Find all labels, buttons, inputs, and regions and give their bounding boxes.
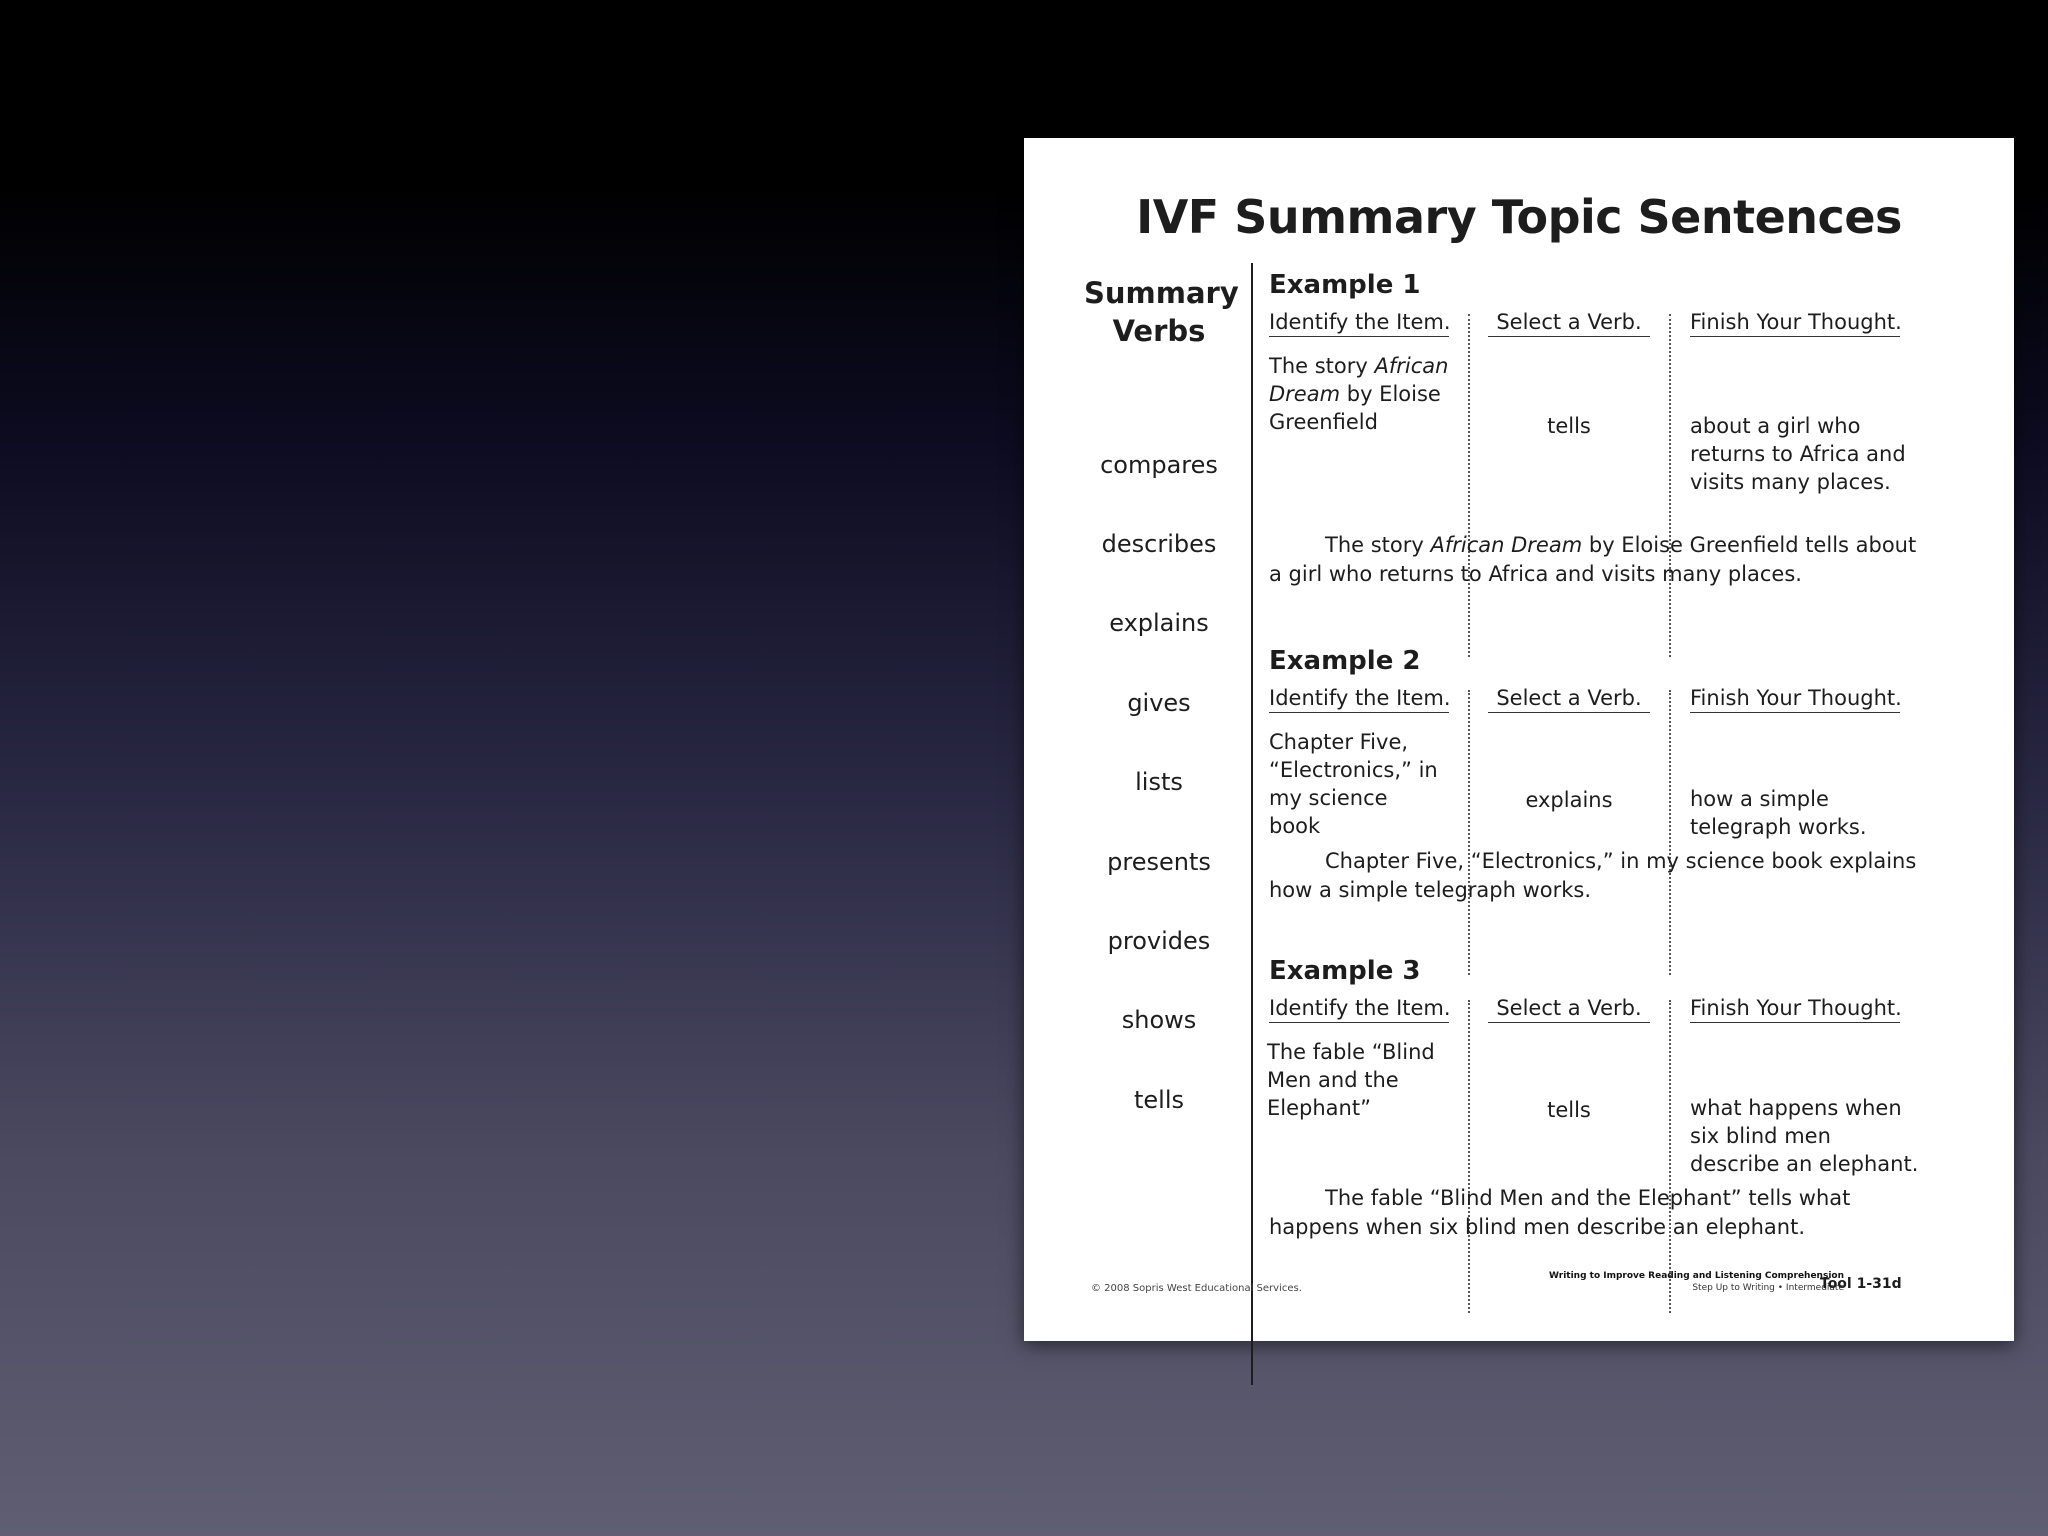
example-1-header-verb: Select a Verb. <box>1488 310 1650 337</box>
verb-provides: provides <box>1107 927 1211 955</box>
example-2-header-verb: Select a Verb. <box>1488 686 1650 713</box>
example-1-summary-suffix: by Eloise Greenfield tells about a girl who returns to Africa and visits many places. <box>1269 533 1917 586</box>
example-1-dotted-divider-2 <box>1669 314 1671 657</box>
verb-shows: shows <box>1121 1006 1197 1034</box>
example-1-item-suffix: by Eloise Greenfield <box>1269 382 1441 434</box>
summary-verbs-heading-line1: Summary <box>1084 276 1239 310</box>
example-2-header-thought: Finish Your Thought. <box>1690 686 1900 713</box>
example-3-verb: tells <box>1547 1098 1591 1122</box>
document-page <box>1024 138 2014 1341</box>
example-2-header-item: Identify the Item. <box>1269 686 1449 713</box>
example-3-item: The fable “Blind Men and the Elephant” <box>1267 1040 1435 1120</box>
example-3-dotted-divider-1 <box>1468 1000 1470 1313</box>
verb-gives: gives <box>1127 689 1191 717</box>
example-2-summary: Chapter Five, “Electronics,” in my science book explains how a simple telegraph works. <box>1269 849 1917 902</box>
example-3-header-item: Identify the Item. <box>1269 996 1449 1023</box>
example-1-item <box>1269 352 1459 436</box>
verb-tells: tells <box>1133 1086 1184 1114</box>
example-3-thought: what happens when six blind men describe an elephant. <box>1690 1096 1919 1176</box>
example-2-dotted-divider-1 <box>1468 690 1470 975</box>
example-2-verb: explains <box>1525 788 1613 812</box>
footer-series: Step Up to Writing • Intermediate <box>1692 1283 1844 1293</box>
example-1-header-item: Identify the Item. <box>1269 310 1449 337</box>
example-2-dotted-divider-2 <box>1669 690 1671 975</box>
example-1-item-prefix: The story <box>1269 354 1375 378</box>
example-1-dotted-divider-1 <box>1468 314 1470 657</box>
example-2-thought: how a simple telegraph works. <box>1690 787 1867 839</box>
example-3-header-verb: Select a Verb. <box>1488 996 1650 1023</box>
page-title: IVF Summary Topic Sentences <box>1136 190 1902 244</box>
verb-describes: describes <box>1101 530 1217 558</box>
footer-book-info <box>1544 1270 1844 1294</box>
summary-verbs-heading <box>1084 274 1239 350</box>
summary-verbs-heading-line2: Verbs <box>1112 314 1206 348</box>
verb-lists: lists <box>1135 768 1183 796</box>
example-1-header-thought: Finish Your Thought. <box>1690 310 1900 337</box>
example-3-title: Example 3 <box>1269 956 1421 986</box>
footer-tool-id: Tool 1-31d <box>1820 1276 1902 1292</box>
example-1-summary-prefix: The story <box>1325 533 1431 557</box>
verb-presents: presents <box>1107 848 1211 876</box>
example-3-header-thought: Finish Your Thought. <box>1690 996 1900 1023</box>
example-1-item-title: African Dream <box>1269 354 1449 406</box>
footer-copyright: © 2008 Sopris West Educational Services. <box>1091 1283 1302 1294</box>
example-3-summary: The fable “Blind Men and the Elephant” tells what happens when six blind men describe an elephant. <box>1269 1186 1851 1239</box>
example-2-item: Chapter Five, “Electronics,” in my science book <box>1269 730 1438 838</box>
example-1-summary-title: African Dream <box>1430 533 1583 557</box>
example-2-title: Example 2 <box>1269 646 1421 676</box>
example-1-title: Example 1 <box>1269 270 1421 300</box>
example-1-summary <box>1269 531 1929 589</box>
example-1-verb: tells <box>1547 414 1591 438</box>
example-3-dotted-divider-2 <box>1669 1000 1671 1313</box>
verb-explains: explains <box>1109 609 1209 637</box>
column-divider <box>1251 263 1253 1385</box>
example-1-thought: about a girl who returns to Africa and visits many places. <box>1690 414 1906 494</box>
verb-compares: compares <box>1100 451 1218 479</box>
footer-book-title: Writing to Improve Reading and Listening Comprehension <box>1548 1271 1844 1281</box>
